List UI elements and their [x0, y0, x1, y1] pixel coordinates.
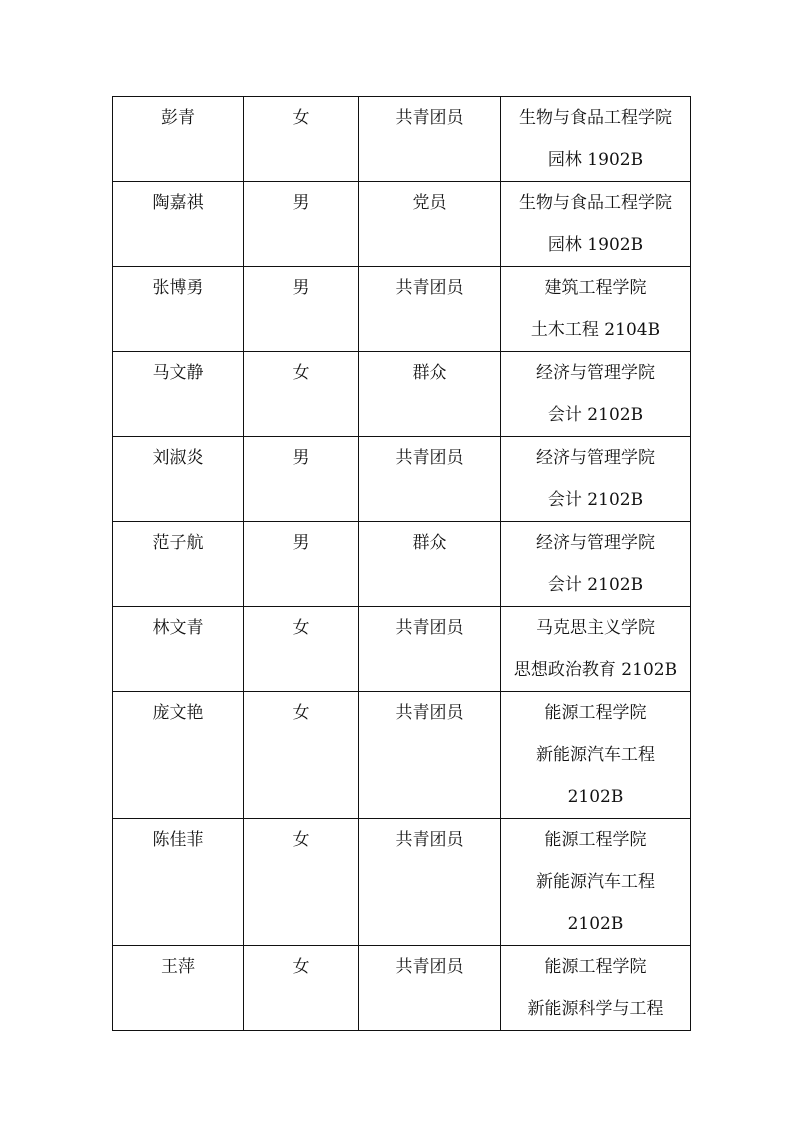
name-cell: 彭青	[113, 97, 244, 182]
affiliation-cell: 生物与食品工程学院 园林 1902B	[501, 97, 691, 182]
gender-cell: 男	[244, 522, 359, 607]
affiliation-cell: 建筑工程学院 土木工程 2104B	[501, 267, 691, 352]
table-row	[113, 182, 691, 267]
gender-cell: 男	[244, 267, 359, 352]
political-status-cell: 党员	[359, 182, 501, 267]
table-row	[113, 692, 691, 819]
name-cell: 范子航	[113, 522, 244, 607]
name-cell: 张博勇	[113, 267, 244, 352]
table-row	[113, 819, 691, 946]
gender-cell: 女	[244, 692, 359, 819]
political-status-cell: 共青团员	[359, 97, 501, 182]
affiliation-cell: 生物与食品工程学院 园林 1902B	[501, 182, 691, 267]
name-cell: 陶嘉祺	[113, 182, 244, 267]
affiliation-cell: 马克思主义学院 思想政治教育 2102B	[501, 607, 691, 692]
gender-cell: 男	[244, 182, 359, 267]
table-row	[113, 97, 691, 182]
political-status-cell: 共青团员	[359, 437, 501, 522]
affiliation-cell: 经济与管理学院 会计 2102B	[501, 352, 691, 437]
affiliation-cell: 经济与管理学院 会计 2102B	[501, 522, 691, 607]
affiliation-cell: 能源工程学院 新能源汽车工程 2102B	[501, 819, 691, 946]
gender-cell: 女	[244, 946, 359, 1031]
political-status-cell: 共青团员	[359, 819, 501, 946]
name-cell: 陈佳菲	[113, 819, 244, 946]
name-cell: 刘淑炎	[113, 437, 244, 522]
gender-cell: 女	[244, 352, 359, 437]
political-status-cell: 共青团员	[359, 267, 501, 352]
political-status-cell: 群众	[359, 352, 501, 437]
gender-cell: 女	[244, 607, 359, 692]
name-cell: 林文青	[113, 607, 244, 692]
table-row	[113, 522, 691, 607]
name-cell: 马文静	[113, 352, 244, 437]
affiliation-cell: 经济与管理学院 会计 2102B	[501, 437, 691, 522]
student-roster-table	[112, 96, 691, 1031]
name-cell: 庞文艳	[113, 692, 244, 819]
political-status-cell: 共青团员	[359, 692, 501, 819]
political-status-cell: 群众	[359, 522, 501, 607]
table-row	[113, 352, 691, 437]
gender-cell: 女	[244, 97, 359, 182]
gender-cell: 男	[244, 437, 359, 522]
table-row	[113, 437, 691, 522]
political-status-cell: 共青团员	[359, 946, 501, 1031]
gender-cell: 女	[244, 819, 359, 946]
table-row	[113, 267, 691, 352]
table-row	[113, 946, 691, 1031]
affiliation-cell: 能源工程学院 新能源科学与工程	[501, 946, 691, 1031]
affiliation-cell: 能源工程学院 新能源汽车工程 2102B	[501, 692, 691, 819]
political-status-cell: 共青团员	[359, 607, 501, 692]
table-row	[113, 607, 691, 692]
name-cell: 王萍	[113, 946, 244, 1031]
